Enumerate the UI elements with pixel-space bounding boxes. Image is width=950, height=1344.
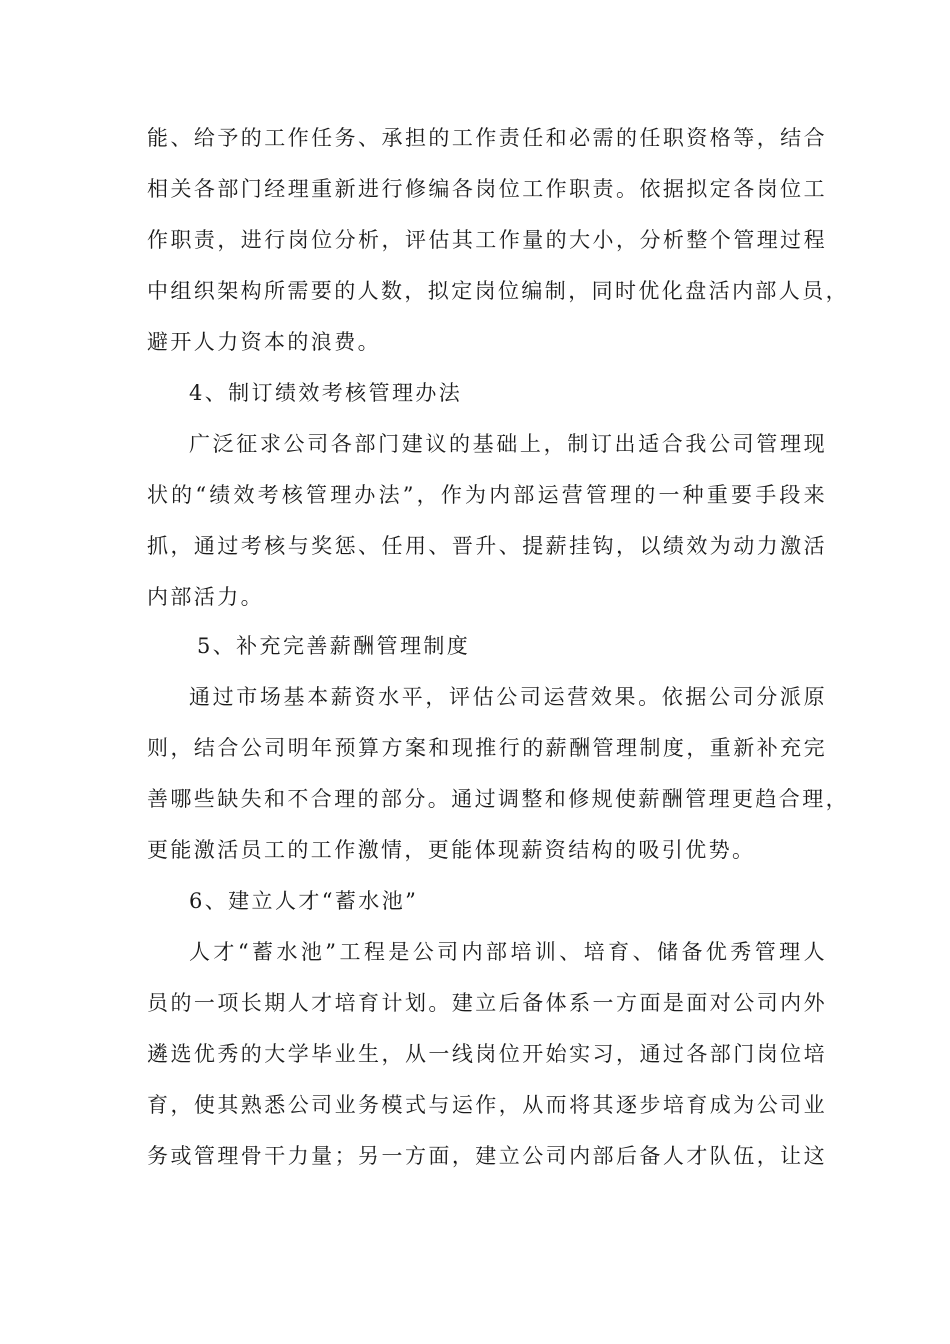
section-heading: 4、制订绩效考核管理办法 <box>189 381 463 405</box>
text-line: 务或管理骨干力量；另一方面，建立公司内部后备人才队伍，让这 <box>147 1144 827 1168</box>
text-line: 内部活力。 <box>147 585 264 609</box>
text-line: 员的一项长期人才培育计划。建立后备体系一方面是面对公司内外 <box>147 991 827 1015</box>
text-line: 遴选优秀的大学毕业生，从一线岗位开始实习，通过各部门岗位培 <box>147 1042 827 1066</box>
text-line: 相关各部门经理重新进行修编各岗位工作职责。依据拟定各岗位工 <box>147 177 827 201</box>
text-line: 广泛征求公司各部门建议的基础上，制订出适合我公司管理现 <box>189 432 827 456</box>
text-line: 善哪些缺失和不合理的部分。通过调整和修规使薪酬管理更趋合理， <box>147 787 849 811</box>
section-heading: 5、补充完善薪酬管理制度 <box>197 634 471 658</box>
text-line: 抓，通过考核与奖惩、任用、晋升、提薪挂钩，以绩效为动力激活 <box>147 534 827 558</box>
text-line: 通过市场基本薪资水平，评估公司运营效果。依据公司分派原 <box>189 685 827 709</box>
text-line: 育，使其熟悉公司业务模式与运作，从而将其逐步培育成为公司业 <box>147 1093 827 1117</box>
text-line: 避开人力资本的浪费。 <box>147 330 381 354</box>
text-line: 作职责，进行岗位分析，评估其工作量的大小，分析整个管理过程 <box>147 228 827 252</box>
text-line: 状的“绩效考核管理办法”，作为内部运营管理的一种重要手段来 <box>147 483 827 507</box>
section-heading: 6、建立人才“蓄水池” <box>189 889 419 913</box>
text-line: 更能激活员工的工作激情，更能体现薪资结构的吸引优势。 <box>147 838 756 862</box>
text-line: 人才“蓄水池”工程是公司内部培训、培育、储备优秀管理人 <box>189 940 827 964</box>
text-line: 则，结合公司明年预算方案和现推行的薪酬管理制度，重新补充完 <box>147 736 827 760</box>
text-line: 中组织架构所需要的人数，拟定岗位编制，同时优化盘活内部人员， <box>147 279 849 303</box>
text-line: 能、给予的工作任务、承担的工作责任和必需的任职资格等，结合 <box>147 126 827 150</box>
